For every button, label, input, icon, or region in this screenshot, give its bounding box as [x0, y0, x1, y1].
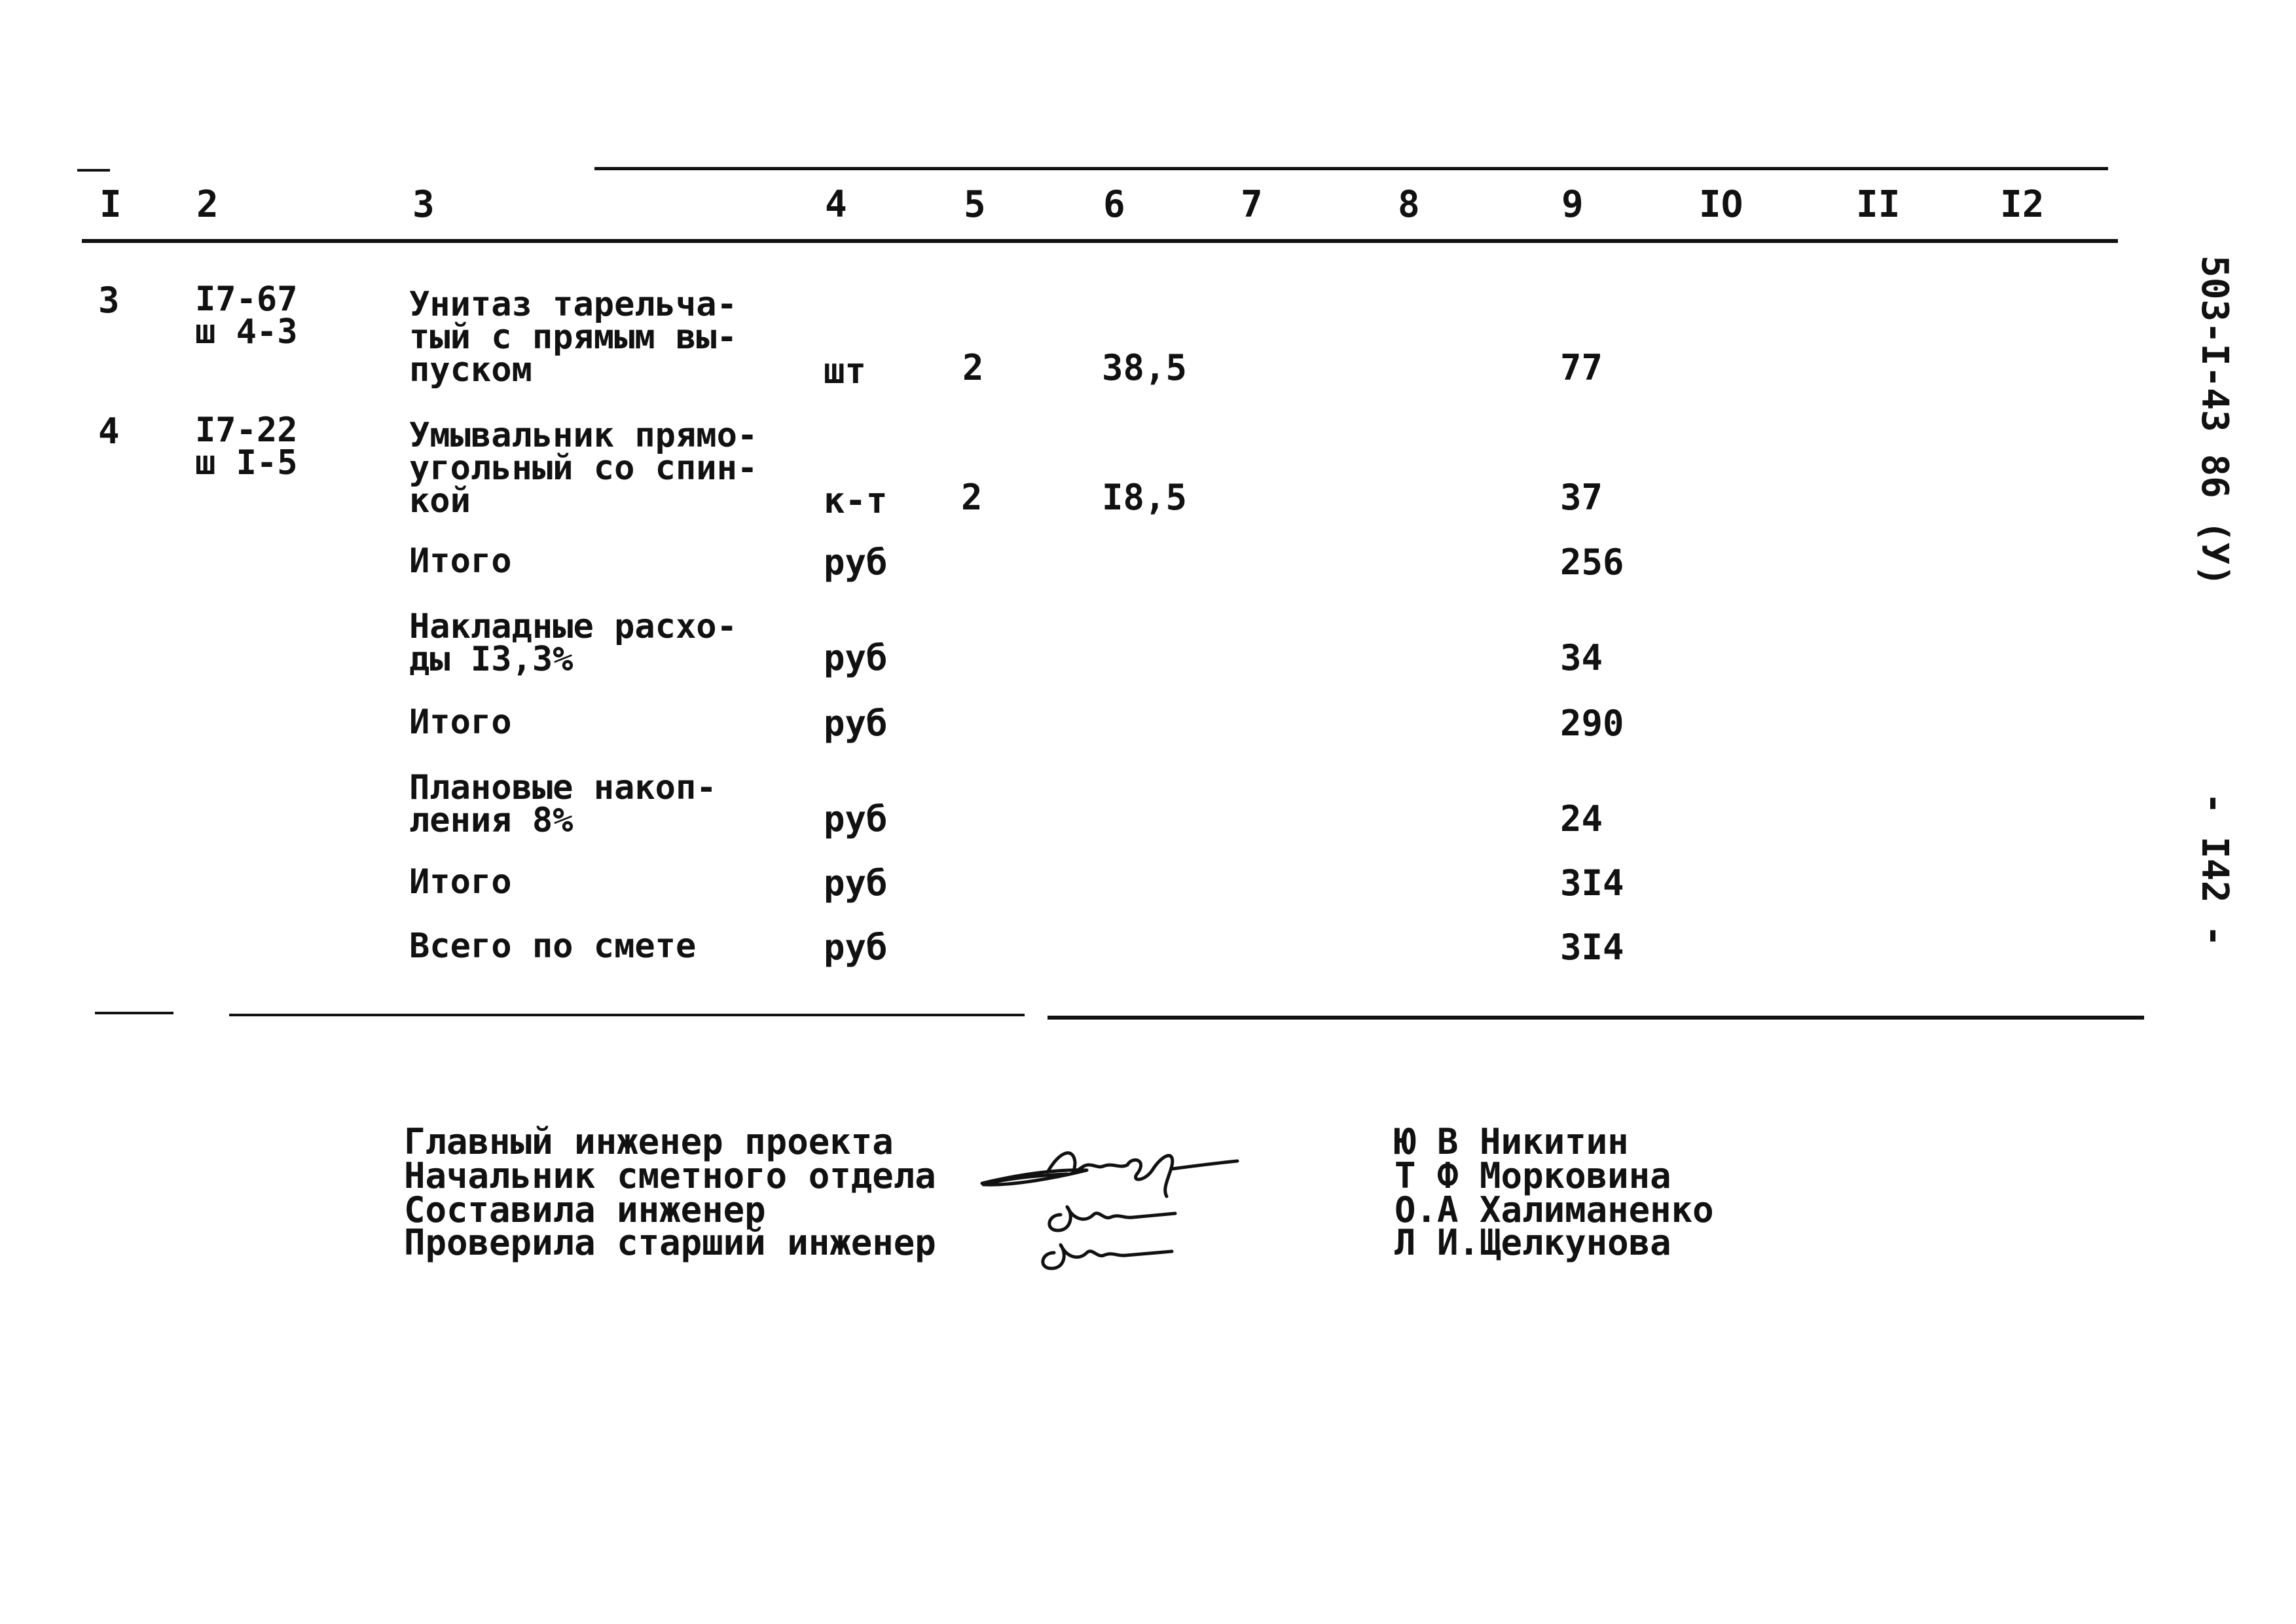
row-total: 3I4 — [1560, 927, 1624, 968]
row-description: Умывальник прямо- угольный со спин- кой — [409, 416, 758, 521]
signatory-name: О.А Халиманенко — [1394, 1189, 1714, 1230]
row-number: 4 — [98, 411, 120, 452]
row-total: 3I4 — [1560, 862, 1624, 904]
row-total: 34 — [1560, 637, 1603, 678]
col-header-8: 8 — [1398, 183, 1420, 226]
row-unit-price: 38,5 — [1102, 347, 1188, 388]
row-description: Всего по смете — [409, 927, 697, 966]
row-quantity: 2 — [961, 477, 983, 518]
row-code: I7-22 ш I-5 — [195, 411, 298, 483]
signatory-name: Л И.Щелкунова — [1394, 1222, 1671, 1263]
col-header-12: I2 — [2000, 183, 2045, 226]
row-description: Накладные расхо- ды I3,3% — [409, 607, 737, 679]
row-total: 290 — [1560, 703, 1624, 744]
col-header-6: 6 — [1103, 183, 1125, 226]
row-total: 77 — [1560, 347, 1603, 388]
row-unit: шт — [824, 350, 867, 392]
col-header-10: IO — [1699, 183, 1743, 226]
signatory-name: Ю В Никитин — [1394, 1121, 1629, 1162]
row-description: Унитаз тарельча- тый с прямым вы- пуском — [409, 285, 737, 390]
row-unit: руб — [824, 927, 888, 968]
row-number: 3 — [98, 280, 120, 321]
col-header-7: 7 — [1241, 183, 1263, 226]
row-total: 37 — [1560, 477, 1603, 518]
table-bottom-rule-b — [229, 1014, 1025, 1016]
signature-title: Начальник сметного отдела — [404, 1155, 936, 1196]
signature-title: Проверила старший инженер — [404, 1222, 936, 1263]
row-description: Итого — [409, 542, 512, 581]
row-description: Итого — [409, 703, 512, 742]
row-total: 24 — [1560, 798, 1603, 840]
row-description: Плановые накоп- ления 8% — [409, 768, 717, 840]
col-header-4: 4 — [825, 183, 847, 226]
page-number: - I42 - — [2193, 792, 2236, 948]
col-header-5: 5 — [964, 183, 986, 226]
signature-title: Главный инженер проекта — [404, 1121, 894, 1162]
handwritten-signature — [975, 1136, 1316, 1287]
row-total: 256 — [1560, 542, 1624, 583]
row-unit: руб — [824, 703, 888, 744]
row-unit: руб — [824, 542, 888, 583]
signature-title: Составила инженер — [404, 1189, 766, 1230]
col-header-9: 9 — [1561, 183, 1584, 226]
row-unit: к-т — [824, 480, 888, 521]
header-top-rule — [594, 167, 2108, 170]
header-top-rule-left — [77, 169, 110, 172]
row-unit-price: I8,5 — [1102, 477, 1188, 518]
table-bottom-rule-a — [95, 1012, 173, 1014]
col-header-3: 3 — [412, 183, 435, 226]
row-quantity: 2 — [962, 347, 984, 388]
table-bottom-rule-c — [1048, 1016, 2144, 1020]
document-code: 503-I-43 86 (У) — [2193, 255, 2236, 587]
col-header-11: II — [1856, 183, 1901, 226]
row-code: I7-67 ш 4-3 — [195, 280, 298, 352]
row-unit: руб — [824, 637, 888, 678]
row-unit: руб — [824, 798, 888, 840]
row-unit: руб — [824, 862, 888, 904]
row-description: Итого — [409, 862, 512, 902]
col-header-1: I — [100, 183, 122, 226]
signatory-name: Т Ф Морковина — [1394, 1155, 1671, 1196]
col-header-2: 2 — [196, 183, 219, 226]
header-bottom-rule — [82, 239, 2118, 243]
